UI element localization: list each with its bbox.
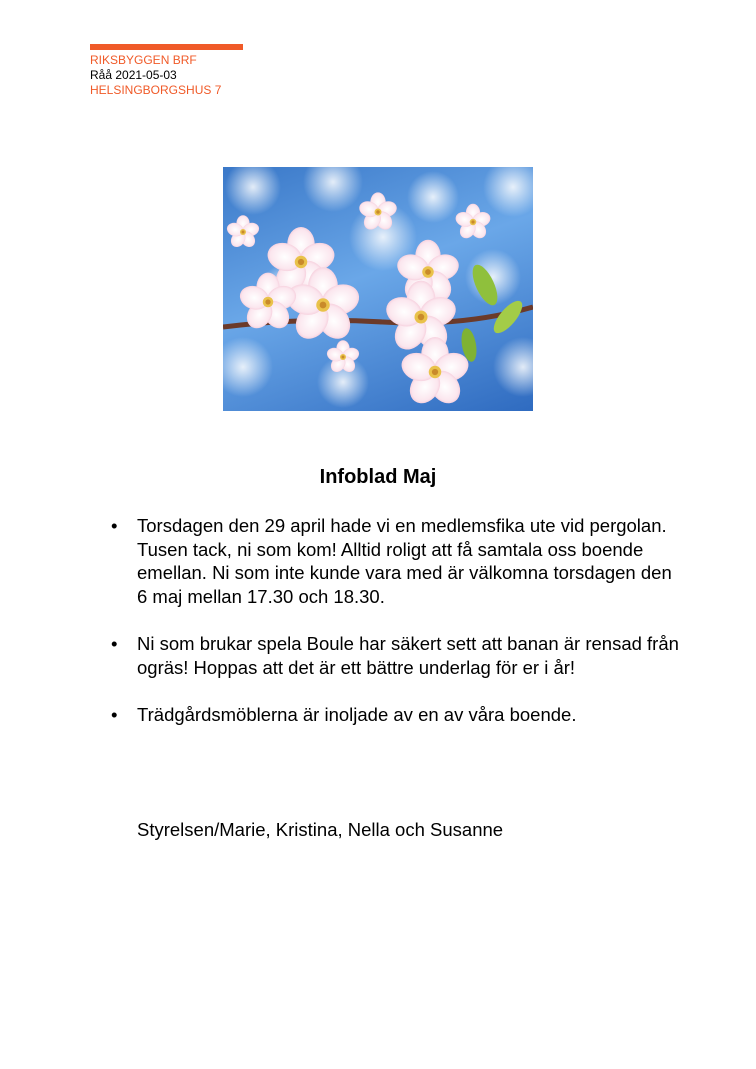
list-item-text: Torsdagen den 29 april hade vi en medlemsfika ute vid pergolan. Tusen tack, ni som kom! Alltid roligt att få samtala oss boende emellan. Ni som inte kunde vara med är välkomna torsdagen den 6 maj mellan 17.30 och 18.30. xyxy=(137,515,672,607)
accent-bar xyxy=(90,44,243,50)
document-date: Råå 2021-05-03 xyxy=(90,68,177,82)
list-item-text: Trädgårdsmöblerna är inoljade av en av våra boende. xyxy=(137,704,577,725)
bullet-icon: • xyxy=(111,515,118,536)
list-item xyxy=(111,703,681,727)
organization-name: RIKSBYGGEN BRF xyxy=(90,53,197,67)
news-list xyxy=(111,514,681,751)
signature: Styrelsen/Marie, Kristina, Nella och Susanne xyxy=(137,819,504,840)
blossom-illustration xyxy=(223,167,533,411)
list-item xyxy=(111,514,681,608)
bullet-icon: • xyxy=(111,633,118,654)
letterhead xyxy=(90,53,221,98)
list-item-text: Ni som brukar spela Boule har säkert sett att banan är rensad från ogräs! Hoppas att det är ett bättre underlag för er i år! xyxy=(137,633,679,678)
house-name: HELSINGBORGSHUS 7 xyxy=(90,83,222,97)
cherry-blossom-photo xyxy=(223,167,533,411)
page-title: Infoblad Maj xyxy=(319,466,437,488)
bullet-icon: • xyxy=(111,704,118,725)
list-item xyxy=(111,632,681,679)
